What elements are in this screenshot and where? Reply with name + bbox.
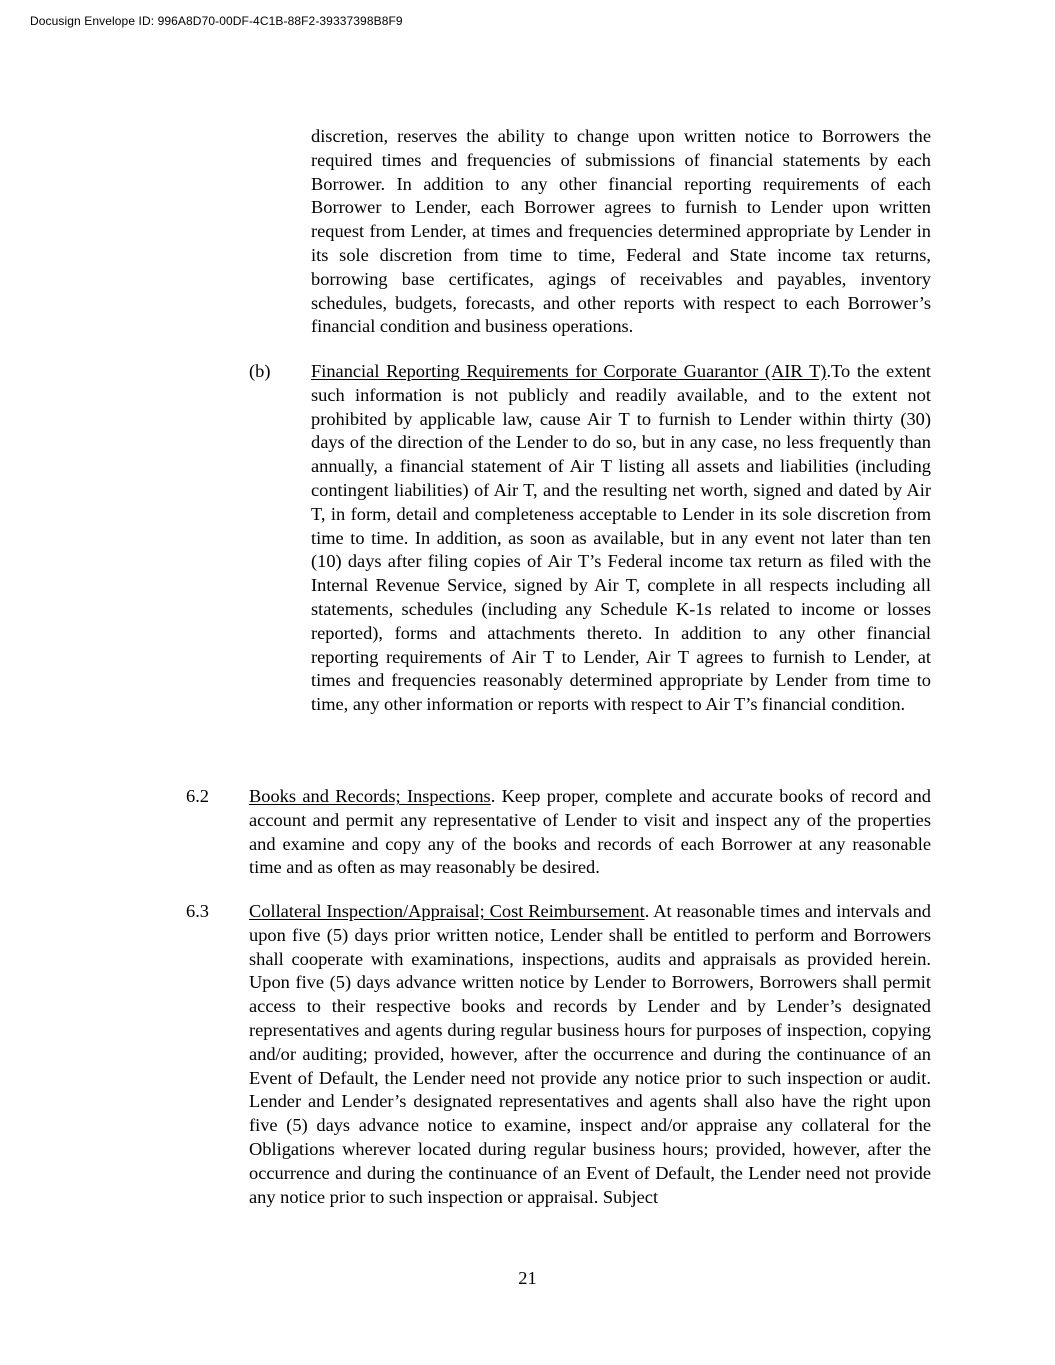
section-6-2-text: . Keep proper, complete and accurate books of record and account and permit any representative of Lender to visit and inspect any of the properties and examine and copy any of the books and records of each Borrower at any reasonable time and as often as may reasonably be desired. [249, 786, 931, 878]
section-6-3-number: 6.3 [186, 901, 209, 921]
section-6-3-text: . At reasonable times and intervals and upon five (5) days prior written notice, Lender shall be entitled to perform and Borrowers shall cooperate with examinations, inspections, audits and appraisals as provided herein. Upon five (5) days advance written notice by Lender to Borrowers, Borrowers shall permit access to their respective books and records by Lender and by Lender’s designated representatives and agents during regular business hours for purposes of inspection, copying and/or auditing; provided, however, after the occurrence and during the continuance of an Event of Default, the Lender need not provide any notice prior to such inspection or audit. Lender and Lender’s designated representatives and agents shall also have the right upon five (5) days advance notice to examine, inspect and/or appraise any collateral for the Obligations wherever located during regular business hours; provided, however, after the occurrence and during the continuance of an Event of Default, the Lender need not provide any notice prior to such inspection or appraisal. Subject [249, 901, 931, 1207]
subsection-b-text: .To the extent such information is not publicly and readily available, and to the extent not prohibited by applicable law, cause Air T to furnish to Lender within thirty (30) days of the direction of the Lender to do so, but in any case, no less frequently than annually, a financial statement of Air T listing all assets and liabilities (including contingent liabilities) of Air T, and the resulting net worth, signed and dated by Air T, in form, detail and completeness acceptable to Lender in its sole discretion from time to time. In addition, as soon as available, but in any event not later than ten (10) days after filing copies of Air T’s Federal income tax return as filed with the Internal Revenue Service, signed by Air T, complete in all respects including all statements, schedules (including any Schedule K-1s related to income or losses reported), forms and attachments thereto. In addition to any other financial reporting requirements of Air T to Lender, Air T agrees to furnish to Lender, at times and frequencies reasonably determined appropriate by Lender from time to time, any other information or reports with respect to Air T’s financial condition. [311, 361, 931, 715]
section-6-2-heading: Books and Records; Inspections [249, 786, 491, 806]
subsection-b-paragraph [311, 360, 931, 717]
section-6-2-paragraph [249, 785, 931, 880]
page-number: 21 [518, 1268, 537, 1288]
section-6-3-heading: Collateral Inspection/Appraisal; Cost Reimbursement [249, 901, 645, 921]
subsection-b-heading: Financial Reporting Requirements for Corporate Guarantor (AIR T) [311, 361, 827, 381]
envelope-id-header: Docusign Envelope ID: 996A8D70-00DF-4C1B-88F2-39337398B8F9 [30, 14, 403, 28]
section-6-3-paragraph [249, 900, 931, 1209]
subsection-b-label: (b) [249, 361, 271, 381]
section-6-2-number: 6.2 [186, 786, 209, 806]
continuation-paragraph: discretion, reserves the ability to change upon written notice to Borrowers the required times and frequencies of submissions of financial statements by each Borrower. In addition to any other financial reporting requirements of each Borrower to Lender, each Borrower agrees to furnish to Lender upon written request from Lender, at times and frequencies determined appropriate by Lender in its sole discretion from time to time, Federal and State income tax returns, borrowing base certificates, agings of receivables and payables, inventory schedules, budgets, forecasts, and other reports with respect to each Borrower’s financial condition and business operations. [311, 126, 931, 337]
